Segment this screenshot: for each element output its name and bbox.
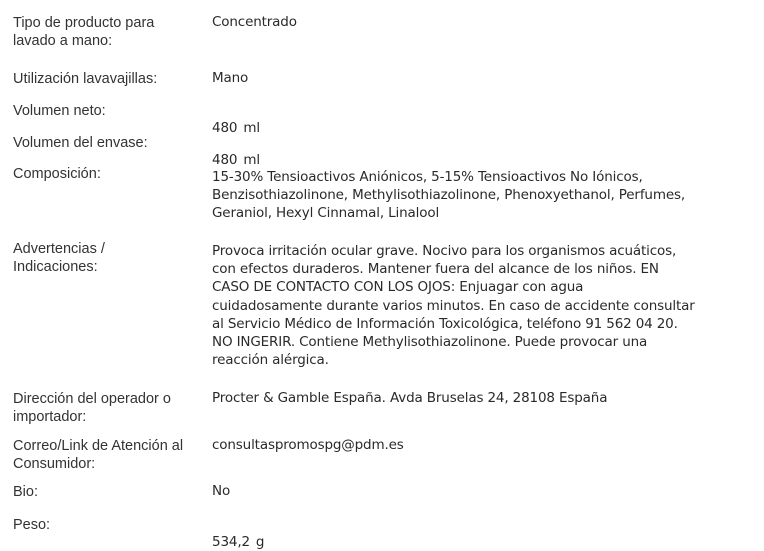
spec-row-peso — [13, 515, 753, 551]
spec-number: 480 — [212, 152, 238, 169]
spec-row-volumen-envase — [13, 133, 753, 169]
spec-value: Provoca irritación ocular grave. Nocivo para los organismos acuáticos, con efectos duraderos. Mantener fuera del alcance de los niños. EN CASO DE CONTACTO CON LOS OJOS: Enjuagar con agua cuidadosamente durante varios minutos. En caso de accidente consultar al Servicio Médico de Información Toxicológica, teléfono 91 562 04 20. NO INGERIR. Contiene Methylisothiazolinone. Puede provocar una reacción alérgica. — [212, 243, 695, 369]
spec-value — [212, 133, 753, 169]
spec-row-advertencias — [13, 240, 753, 389]
spec-label: Bio: — [13, 484, 38, 500]
spec-value: Mano — [212, 70, 249, 86]
spec-unit: ml — [243, 152, 260, 169]
spec-label: Correo/Link de Atención al Consumidor: — [13, 438, 184, 472]
spec-value: consultaspromospg@pdm.es — [212, 437, 404, 453]
spec-row-direccion-operador — [13, 389, 753, 436]
spec-label: Advertencias / Indicaciones: — [13, 241, 105, 275]
spec-label: Composición: — [13, 166, 101, 182]
product-spec-table — [13, 13, 753, 551]
spec-label: Volumen neto: — [13, 103, 106, 119]
spec-row-correo-atencion — [13, 436, 753, 482]
spec-number: 534,2 — [212, 534, 250, 551]
spec-label: Dirección del operador o importador: — [13, 391, 171, 425]
spec-unit: ml — [243, 120, 260, 137]
spec-label: Volumen del envase: — [13, 135, 148, 151]
spec-label: Utilización lavavajillas: — [13, 71, 158, 87]
spec-value: No — [212, 483, 231, 499]
spec-value — [212, 515, 753, 551]
spec-value: 15-30% Tensioactivos Aniónicos, 5-15% Tensioactivos No Iónicos, Benzisothiazolinone, Methylisothiazolinone, Phenoxyethanol, Perfumes, Geraniol, Hexyl Cinnamal, Linalool — [212, 169, 686, 222]
spec-unit: g — [255, 534, 265, 551]
spec-label: Peso: — [13, 517, 51, 533]
spec-row-bio — [13, 482, 753, 515]
spec-value: Concentrado — [212, 14, 297, 30]
spec-value: Procter & Gamble España. Avda Bruselas 24, 28108 España — [212, 390, 608, 406]
spec-label: Tipo de producto para lavado a mano: — [13, 15, 155, 49]
spec-row-volumen-neto — [13, 101, 753, 137]
spec-row-composicion — [13, 165, 753, 240]
spec-number: 480 — [212, 120, 238, 137]
spec-value — [212, 101, 753, 137]
spec-row-utilizacion — [13, 69, 753, 101]
spec-row-tipo-producto — [13, 13, 753, 69]
